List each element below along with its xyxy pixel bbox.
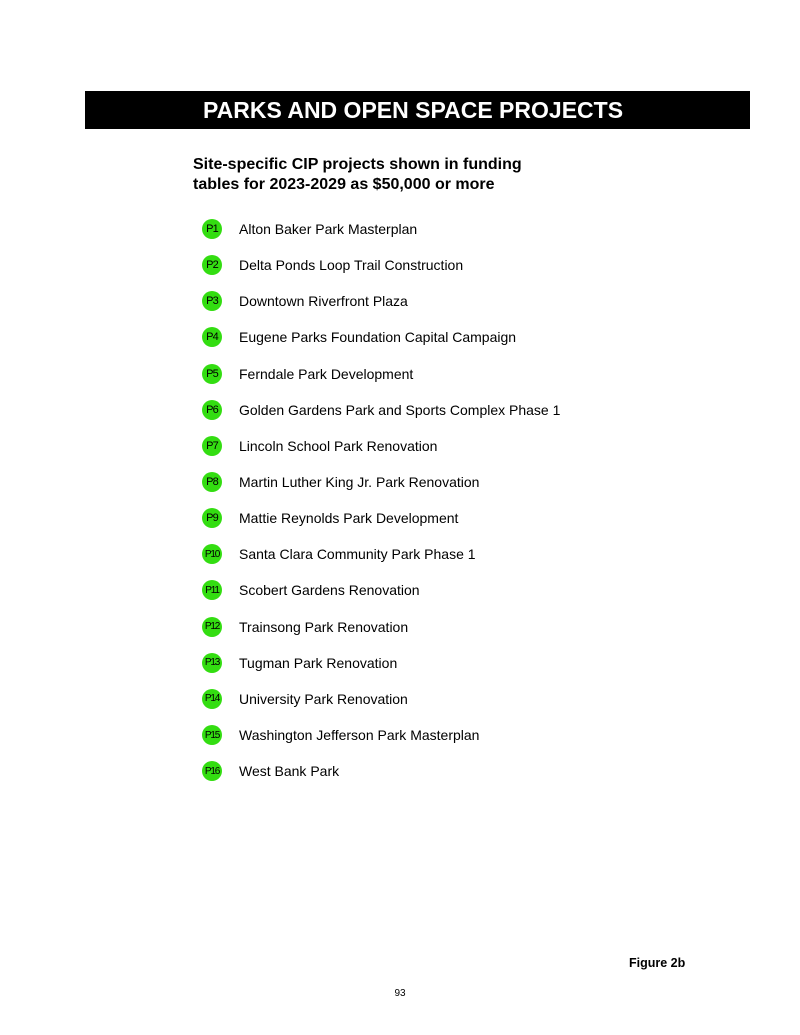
project-name: Ferndale Park Development: [239, 365, 414, 382]
project-code-badge: P6: [202, 400, 222, 420]
page-title: PARKS AND OPEN SPACE PROJECTS: [203, 97, 624, 123]
project-name: Martin Luther King Jr. Park Renovation: [239, 474, 480, 491]
project-name: Mattie Reynolds Park Development: [239, 510, 459, 527]
list-item: [202, 681, 560, 717]
list-item: [202, 609, 560, 645]
project-name: Santa Clara Community Park Phase 1: [239, 546, 476, 563]
subtitle-line-1: Site-specific CIP projects shown in funding: [193, 156, 522, 173]
project-name: Washington Jefferson Park Masterplan: [239, 727, 480, 744]
project-code-badge: P8: [202, 472, 222, 492]
project-code-badge: P15: [202, 725, 222, 745]
project-name: Downtown Riverfront Plaza: [239, 293, 408, 310]
page-number: 93: [394, 988, 406, 999]
project-code-badge: P10: [202, 544, 222, 564]
project-code-badge: P12: [202, 617, 222, 637]
list-item: [202, 500, 560, 536]
project-code-badge: P9: [202, 508, 222, 528]
list-item: [202, 319, 560, 355]
list-item: [202, 428, 560, 464]
project-code-badge: P11: [202, 580, 222, 600]
project-name: Tugman Park Renovation: [239, 654, 398, 671]
subtitle: [193, 155, 613, 195]
project-code-badge: P7: [202, 436, 222, 456]
project-code-badge: P13: [202, 653, 222, 673]
project-code-badge: P14: [202, 689, 222, 709]
project-code-badge: P5: [202, 364, 222, 384]
list-item: [202, 211, 560, 247]
project-name: Eugene Parks Foundation Capital Campaign: [239, 329, 517, 346]
list-item: [202, 392, 560, 428]
list-item: [202, 464, 560, 500]
project-name: Lincoln School Park Renovation: [239, 437, 438, 454]
project-name: Golden Gardens Park and Sports Complex Phase 1: [239, 401, 561, 418]
figure-label: Figure 2b: [629, 956, 686, 970]
project-name: Scobert Gardens Renovation: [239, 582, 420, 599]
list-item: [202, 247, 560, 283]
project-name: University Park Renovation: [239, 690, 408, 707]
list-item: [202, 356, 560, 392]
project-name: Delta Ponds Loop Trail Construction: [239, 257, 464, 274]
list-item: [202, 645, 560, 681]
project-code-badge: P3: [202, 291, 222, 311]
list-item: [202, 753, 560, 789]
subtitle-line-2: tables for 2023-2029 as $50,000 or more: [193, 176, 495, 193]
list-item: [202, 572, 560, 608]
list-item: [202, 536, 560, 572]
list-item: [202, 283, 560, 319]
project-code-badge: P2: [202, 255, 222, 275]
project-name: Trainsong Park Renovation: [239, 618, 409, 635]
project-name: West Bank Park: [239, 763, 340, 780]
list-item: [202, 717, 560, 753]
project-name: Alton Baker Park Masterplan: [239, 221, 418, 238]
project-list: [202, 211, 560, 789]
project-code-badge: P16: [202, 761, 222, 781]
project-code-badge: P4: [202, 327, 222, 347]
project-code-badge: P1: [202, 219, 222, 239]
title-bar: [85, 91, 750, 129]
